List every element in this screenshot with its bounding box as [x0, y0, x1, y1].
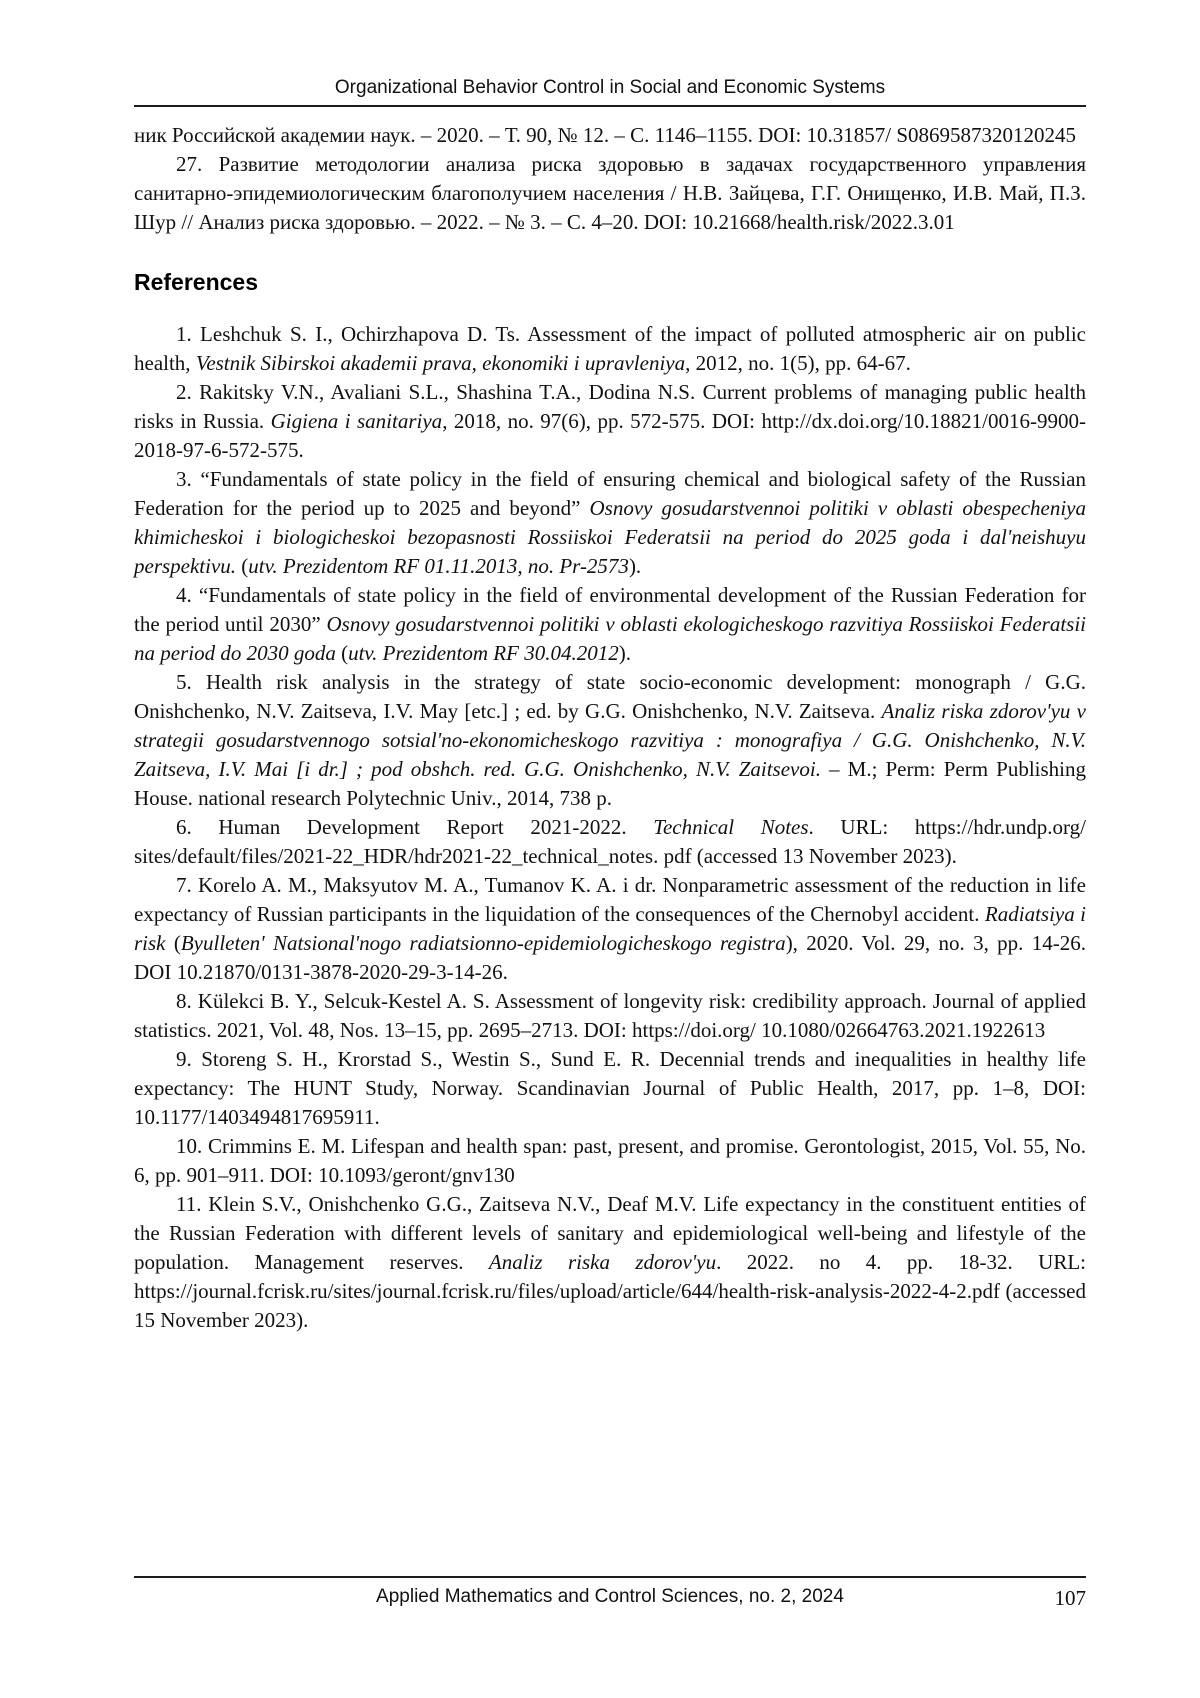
text-run: ( — [236, 554, 249, 578]
italic-text-run: Gigiena i sanitariya — [270, 409, 443, 433]
reference-item — [134, 378, 1086, 465]
page-header — [134, 74, 1086, 107]
text-run: . URL: https://hdr.undp.org/ sites/default/files/2021-22_HDR/hdr2021-22_technical_notes. pdf (accessed 13 November 2023). — [134, 815, 1086, 868]
text-run: , 2018, no. 97(6), pp. 572-575. DOI: http://dx.doi.org/10.18821/0016-9900-2018-97-6-572-575. — [134, 409, 1086, 462]
text-run: 7. Korelo A. M., Maksyutov M. A., Tumanov K. A. i dr. Nonparametric assessment of the reduction in life expectancy of Russian participants in the liquidation of the consequences of the Chernobyl accident. — [134, 873, 1086, 926]
paragraph — [134, 121, 1086, 150]
text-run: 27. Развитие методологии анализа риска здоровью в задачах государственного управления санитарно-эпидемиологическим благополучием населения / Н.В. Зайцева, Г.Г. Онищенко, И.В. Май, П.З. Шур // Анализ риска здоровью. – 2022. – № 3. – С. 4–20. DOI: 10.21668/health.risk/2022.3.01 — [134, 152, 1086, 234]
italic-text-run: Osnovy gosudarstvennoi politiki v oblasti obespecheniya khimicheskoi i biologicheskoi bezopasnosti Rossiiskoi Federatsii na period do 2025 goda i dal'neishuyu perspektivu. — [134, 496, 1086, 578]
page-footer — [134, 1576, 1086, 1614]
references-list — [134, 320, 1086, 1335]
text-run: ), 2020. Vol. 29, no. 3, pp. 14-26. DOI 10.21870/0131-3878-2020-29-3-14-26. — [134, 931, 1086, 984]
text-run: 5. Health risk analysis in the strategy of state socio-economic development: monograph / G.G. Onishchenko, N.V. Zaitseva, I.V. May [etc.] ; ed. by G.G. Onishchenko, N.V. Zaitseva. — [134, 670, 1086, 723]
carryover-paragraphs — [134, 121, 1086, 237]
italic-text-run: Analiz riska zdorov'yu v strategii gosudarstvennogo sotsial'no-ekonomicheskogo razvitiya : monografiya / G.G. Onishchenko, N.V. Zaitseva, I.V. Mai [i dr.] ; pod obshch. red. G.G. Onishchenko, N.V. Zaitsevoi. — [134, 699, 1086, 781]
text-run: 2. Rakitsky V.N., Avaliani S.L., Shashina T.A., Dodina N.S. Current problems of managing public health risks in Russia. — [134, 380, 1086, 433]
italic-text-run: Analiz riska zdorov'yu — [488, 1250, 717, 1274]
text-run: 11. Klein S.V., Onishchenko G.G., Zaitseva N.V., Deaf M.V. Life expectancy in the constituent entities of the Russian Federation with different levels of sanitary and epidemiological well-being and lifestyle of the population. Management reserves. — [134, 1192, 1086, 1274]
italic-text-run: Radiatsiya i risk — [134, 902, 1086, 955]
page-body — [134, 121, 1086, 1335]
journal-title-line: Applied Mathematics and Control Sciences, no. 2, 2024 — [376, 1586, 844, 1607]
text-run: ( — [165, 931, 181, 955]
reference-item — [134, 320, 1086, 378]
text-run: ник Российской академии наук. – 2020. – Т. 90, № 12. – С. 1146–1155. DOI: 10.31857/ S0869587320120245 — [134, 123, 1077, 147]
italic-text-run: Technical Notes — [653, 815, 809, 839]
text-run: 1. Leshchuk S. I., Ochirzhapova D. Ts. Assessment of the impact of polluted atmospheric air on public health, — [134, 322, 1086, 375]
reference-item — [134, 1132, 1086, 1190]
references-heading: References — [134, 269, 259, 295]
text-run: 9. Storeng S. H., Krorstad S., Westin S., Sund E. R. Decennial trends and inequalities in healthy life expectancy: The HUNT Study, Norway. Scandinavian Journal of Public Health, 2017, pp. 1–8, DOI: 10.1177/1403494817695911. — [134, 1047, 1086, 1129]
text-run: 8. Külekci B. Y., Selcuk-Kestel A. S. Assessment of longevity risk: credibility approach. Journal of applied statistics. 2021, Vol. 48, Nos. 13–15, pp. 2695–2713. DOI: https://doi.org/ 10.1080/02664763.2021.1922613 — [134, 989, 1086, 1042]
paragraph — [134, 150, 1086, 237]
text-run: , 2012, no. 1(5), pp. 64-67. — [685, 351, 911, 375]
text-run: . 2022. no 4. pp. 18-32. URL: https://journal.fcrisk.ru/sites/journal.fcrisk.ru/files/upload/article/644/health-risk-analysis-2022-4-2.pdf (accessed 15 November 2023). — [134, 1250, 1086, 1332]
footer-row — [134, 1586, 1086, 1614]
italic-text-run: Byulleten' Natsional'nogo radiatsionno-epidemiologicheskogo registra — [180, 931, 786, 955]
reference-item — [134, 1190, 1086, 1335]
reference-item — [134, 987, 1086, 1045]
text-run: ). — [618, 641, 631, 665]
text-run: – M.; Perm: Perm Publishing House. national research Polytechnic Univ., 2014, 738 p. — [134, 757, 1087, 810]
text-run: 10. Crimmins E. M. Lifespan and health span: past, present, and promise. Gerontologist, 2015, Vol. 55, No. 6, pp. 901–911. DOI: 10.1093/geront/gnv130 — [134, 1134, 1086, 1187]
italic-text-run: utv. Prezidentom RF 30.04.2012 — [348, 641, 619, 665]
reference-item — [134, 871, 1086, 987]
italic-text-run: Osnovy gosudarstvennoi politiki v oblasti ekologicheskogo razvitiya Rossiiskoi Federatsii na period do 2030 goda — [134, 612, 1086, 665]
italic-text-run: Vestnik Sibirskoi akademii prava, ekonomiki i upravleniya — [195, 351, 686, 375]
reference-item — [134, 813, 1086, 871]
text-run: ( — [335, 641, 349, 665]
running-title: Organizational Behavior Control in Social and Economic Systems — [334, 77, 886, 98]
reference-item — [134, 668, 1086, 813]
text-run: 6. Human Development Report 2021-2022. — [176, 815, 654, 839]
text-run: ). — [628, 554, 642, 578]
reference-item — [134, 581, 1086, 668]
text-run: 3. “Fundamentals of state policy in the field of ensuring chemical and biological safety of the Russian Federation for the period up to 2025 and beyond” — [134, 467, 1086, 520]
text-run: 4. “Fundamentals of state policy in the field of environmental development of the Russian Federation for the period until 2030” — [134, 583, 1086, 636]
italic-text-run: utv. Prezidentom RF 01.11.2013, no. Pr-2573 — [248, 554, 629, 578]
reference-item — [134, 465, 1086, 581]
reference-item — [134, 1045, 1086, 1132]
page-number: 107 — [1054, 1586, 1086, 1610]
